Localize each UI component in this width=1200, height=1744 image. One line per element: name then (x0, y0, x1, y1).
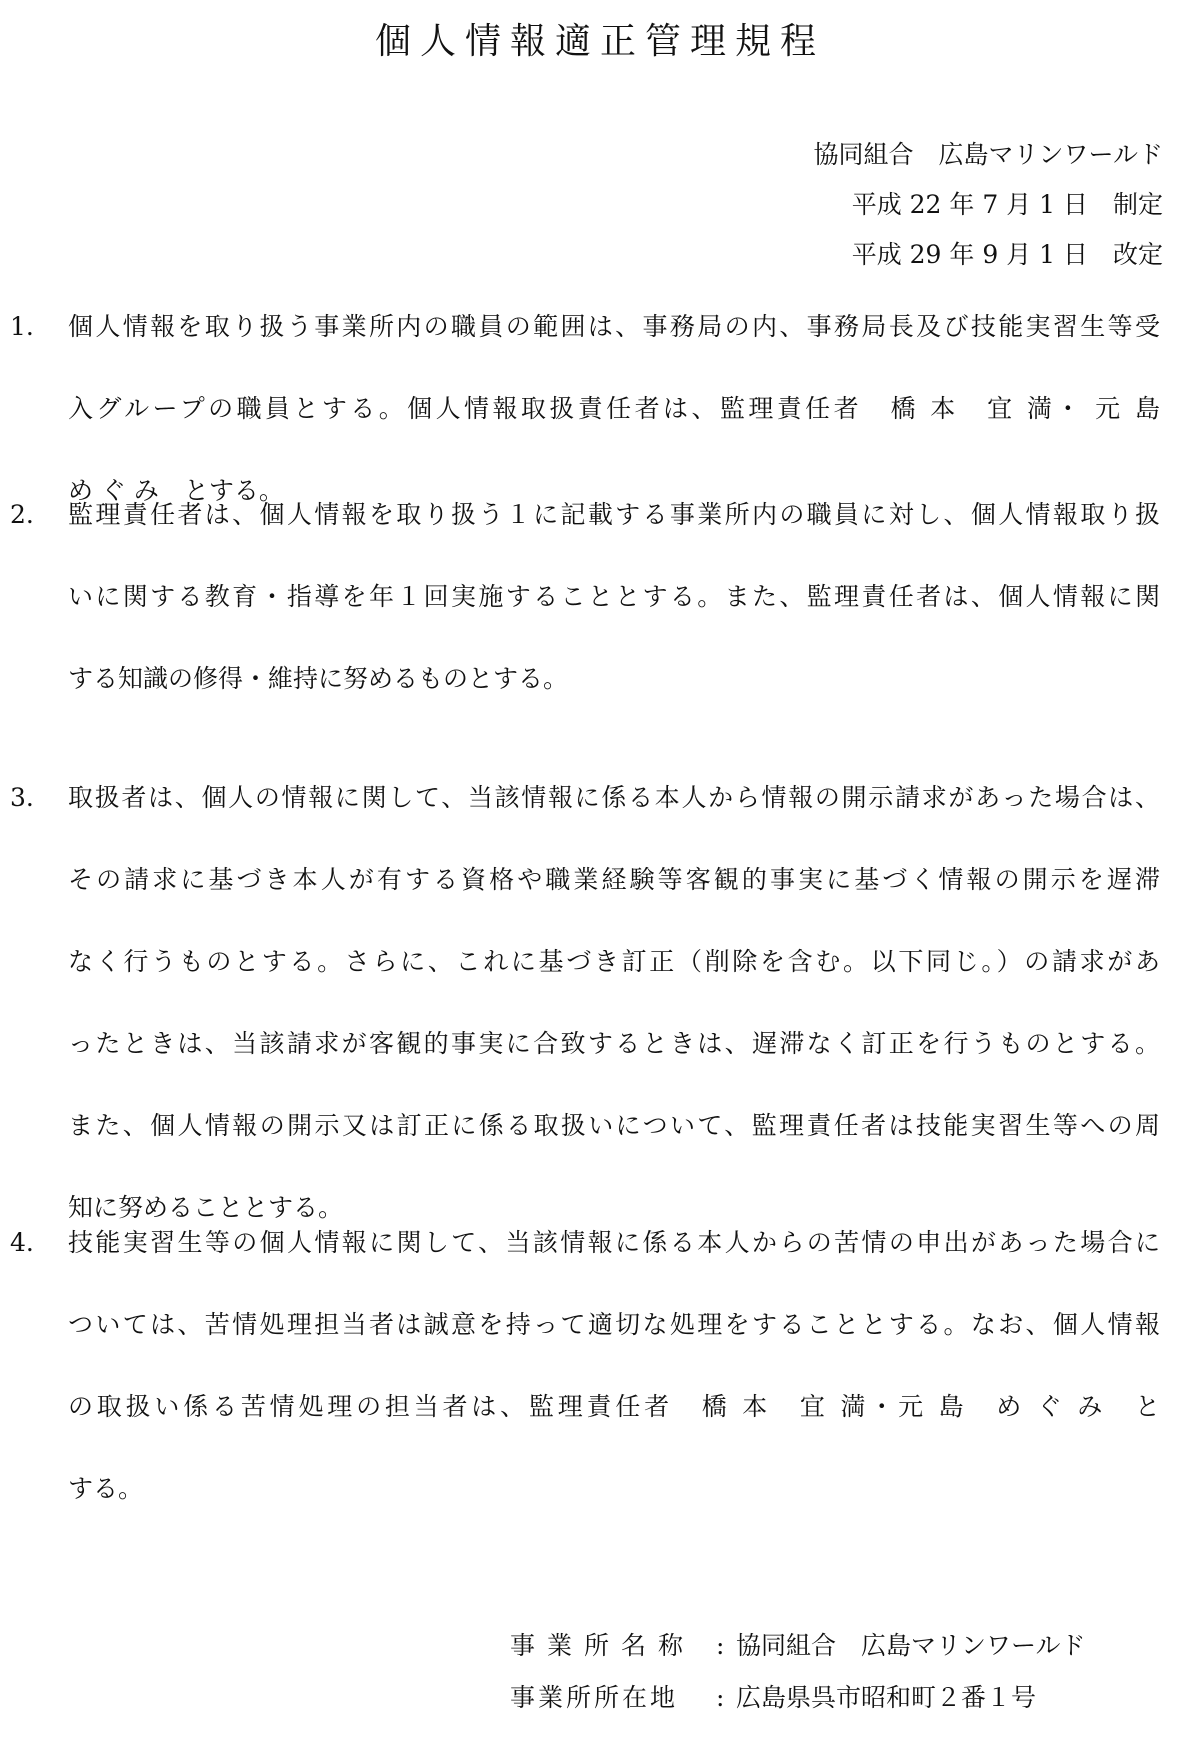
clause-line: め ぐ み とする。 (68, 476, 284, 505)
office-info (510, 1620, 1086, 1724)
document-meta (813, 130, 1163, 280)
established-date: 平成 22 年 7 月 1 日 制定 (851, 190, 1163, 219)
office-name-label: 事業所名称 (510, 1631, 696, 1660)
office-address-row (510, 1672, 1086, 1724)
clause-line: その請求に基づき本人が有する資格や職業経験等客観的事実に基づく情報の開示を遅滞 (68, 865, 1160, 894)
clause-number: 3. (10, 783, 34, 812)
clause-line: 個人情報を取り扱う事業所内の職員の範囲は、事務局の内、事務局長及び技能実習生等受 (68, 312, 1160, 341)
clause-line: 取扱者は、個人の情報に関して、当該情報に係る本人から情報の開示請求があった場合は、 (68, 783, 1160, 812)
clause-line: ついては、苦情処理担当者は誠意を持って適切な処理をすることとする。なお、個人情報 (68, 1310, 1160, 1339)
clause-line: の取扱い係る苦情処理の担当者は、監理責任者 橋 本 宜 満・元 島 め ぐ み と (68, 1392, 1160, 1421)
clause-number: 2. (10, 500, 34, 529)
clause-line: 監理責任者は、個人情報を取り扱う１に記載する事業所内の職員に対し、個人情報取り扱 (68, 500, 1160, 529)
revised-date: 平成 29 年 9 月 1 日 改定 (851, 240, 1163, 269)
clause-line: また、個人情報の開示又は訂正に係る取扱いについて、監理責任者は技能実習生等への周 (68, 1111, 1160, 1140)
office-address-value: 広島県呉市昭和町２番１号 (736, 1683, 1037, 1712)
clause-line: 知に努めることとする。 (68, 1193, 344, 1222)
clause-line: する。 (68, 1474, 144, 1503)
clause-line: いに関する教育・指導を年１回実施することとする。また、監理責任者は、個人情報に関 (68, 582, 1160, 611)
clause-line: 技能実習生等の個人情報に関して、当該情報に係る本人からの苦情の申出があった場合に (68, 1228, 1160, 1257)
clause-number: 1. (10, 312, 34, 341)
clause-number: 4. (10, 1228, 34, 1257)
clause-body (68, 474, 1160, 720)
office-address-label: 事業所所在地 (510, 1683, 679, 1712)
clause-line: する知識の修得・維持に努めるものとする。 (68, 664, 569, 693)
clause-body (68, 1202, 1160, 1530)
clause-line: 入グループの職員とする。個人情報取扱責任者は、監理責任者 橋 本 宜 満・ 元 島 (68, 394, 1160, 423)
clause-line: なく行うものとする。さらに、これに基づき訂正（削除を含む。以下同じ。）の請求があ (68, 947, 1160, 976)
organization-name: 協同組合 広島マリンワールド (813, 140, 1163, 169)
clause-line: ったときは、当該請求が客観的事実に合致するときは、遅滞なく訂正を行うものとする。 (68, 1029, 1160, 1058)
office-name-row (510, 1620, 1086, 1672)
colon: : (716, 1631, 725, 1660)
colon: : (716, 1683, 725, 1712)
document-title: 個人情報適正管理規程 (374, 21, 825, 62)
office-name-value: 協同組合 広島マリンワールド (736, 1631, 1086, 1660)
clause-body (68, 757, 1160, 1249)
